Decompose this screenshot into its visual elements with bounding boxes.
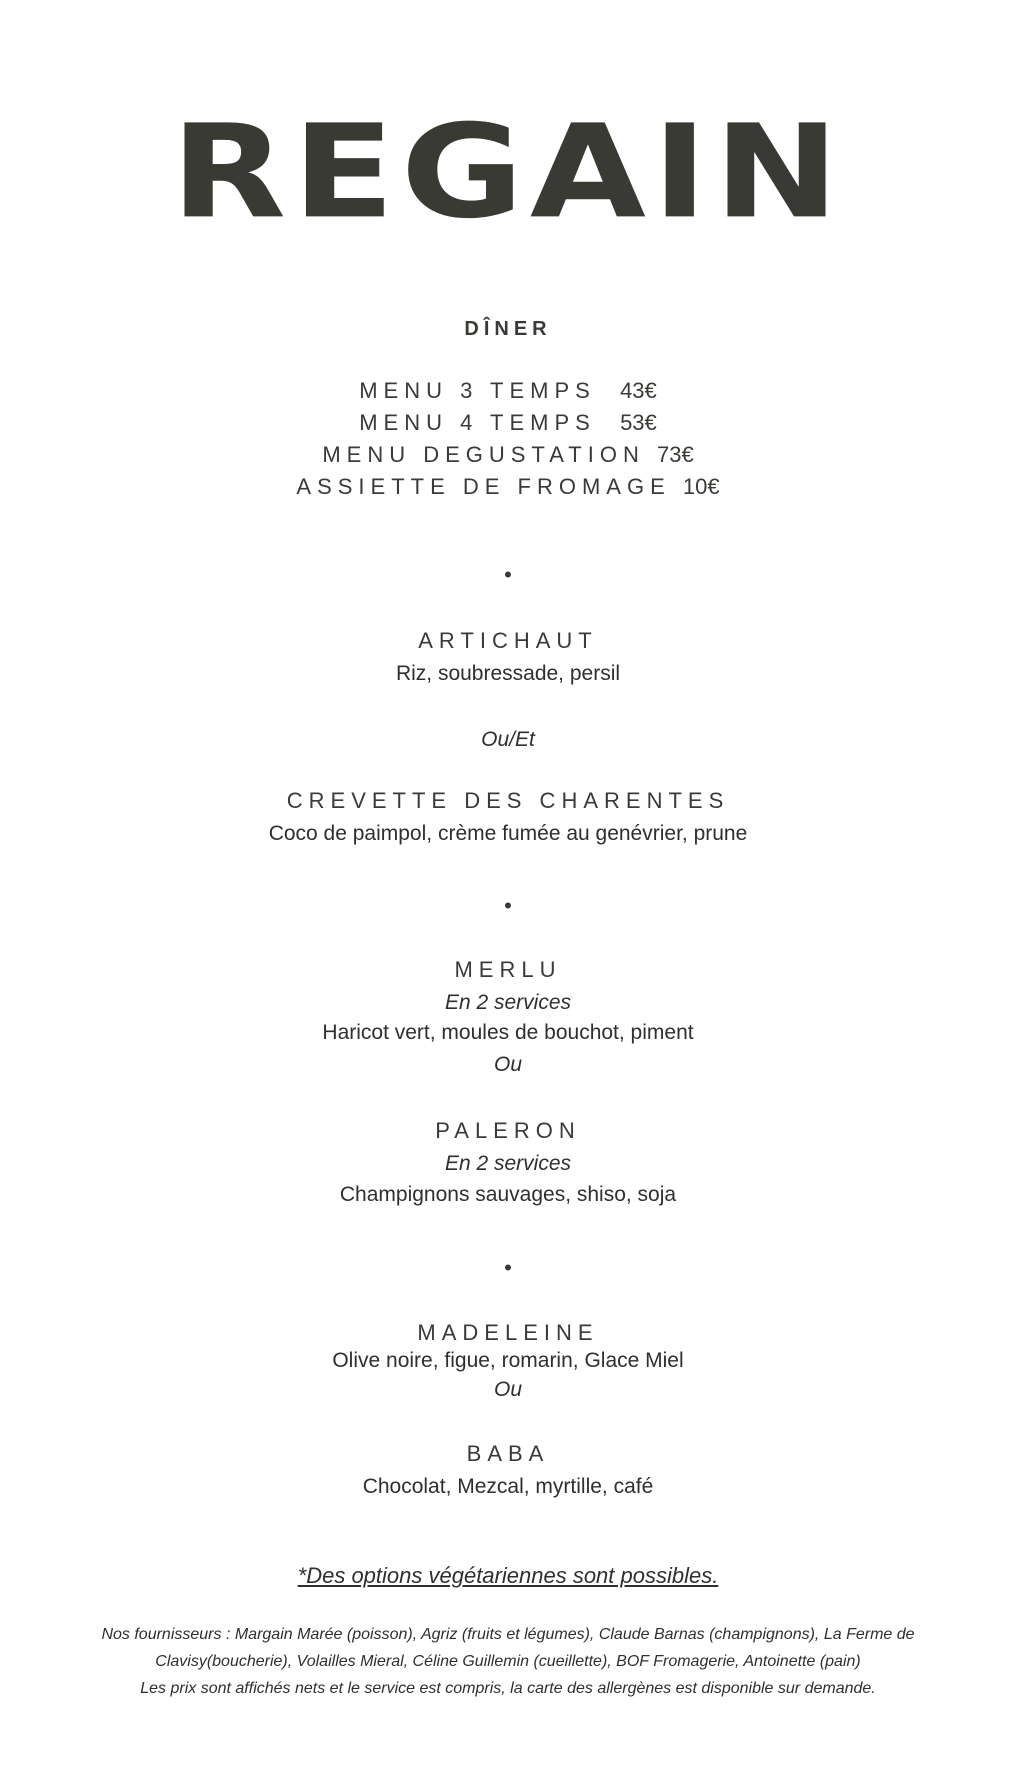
restaurant-logo: REGAIN — [170, 97, 846, 248]
price-value: 73€ — [656, 442, 694, 467]
suppliers-line: Clavisy(boucherie), Volailles Mieral, Céline Guillemin (cueillette), BOF Fromagerie, Antoinette (pain) — [155, 1653, 861, 1670]
price-label: MENU 3 TEMPS — [359, 378, 596, 403]
dish-title: PALERON — [435, 1118, 581, 1143]
dish-description: Haricot vert, moules de bouchot, piment — [322, 1021, 694, 1044]
dish-note: En 2 services — [444, 1152, 572, 1175]
course-separator: • — [504, 1255, 512, 1280]
course-separator: • — [504, 893, 512, 918]
price-row — [0, 410, 1016, 436]
price-label: MENU 4 TEMPS — [359, 410, 596, 435]
dish-title: MERLU — [454, 957, 562, 982]
price-value: 43€ — [620, 378, 657, 403]
price-row — [0, 378, 1016, 404]
price-label: ASSIETTE DE FROMAGE — [296, 474, 671, 499]
pricing-notice: Les prix sont affichés nets et le service est compris, la carte des allergènes est disponible sur demande. — [140, 1680, 876, 1697]
dish-title: MADELEINE — [417, 1320, 599, 1345]
dish-connector: Ou — [493, 1053, 522, 1076]
dish-title: CREVETTE DES CHARENTES — [286, 788, 730, 813]
dish-description: Riz, soubressade, persil — [395, 662, 621, 685]
price-value: 53€ — [620, 410, 657, 435]
course-separator: • — [504, 562, 512, 587]
dish-title: BABA — [466, 1441, 550, 1466]
service-label: DÎNER — [464, 318, 552, 340]
dish-description: Olive noire, figue, romarin, Glace Miel — [332, 1349, 684, 1372]
dish-connector: Ou — [493, 1378, 522, 1401]
suppliers-line: Nos fournisseurs : Margain Marée (poisson), Agriz (fruits et légumes), Claude Barnas (champignons), La Ferme de — [101, 1626, 915, 1643]
dish-note: En 2 services — [444, 991, 572, 1014]
price-row — [0, 442, 1016, 468]
price-value: 10€ — [682, 474, 720, 499]
vegetarian-note: *Des options végétariennes sont possibles. — [297, 1563, 719, 1588]
dish-description: Champignons sauvages, shiso, soja — [339, 1183, 677, 1206]
dish-description: Coco de paimpol, crème fumée au genévrier, prune — [268, 822, 748, 845]
dish-title: ARTICHAUT — [418, 628, 598, 653]
dish-description: Chocolat, Mezcal, myrtille, café — [362, 1475, 654, 1498]
price-row — [0, 474, 1016, 500]
price-label: MENU DEGUSTATION — [322, 442, 645, 467]
dish-connector: Ou/Et — [481, 728, 535, 751]
